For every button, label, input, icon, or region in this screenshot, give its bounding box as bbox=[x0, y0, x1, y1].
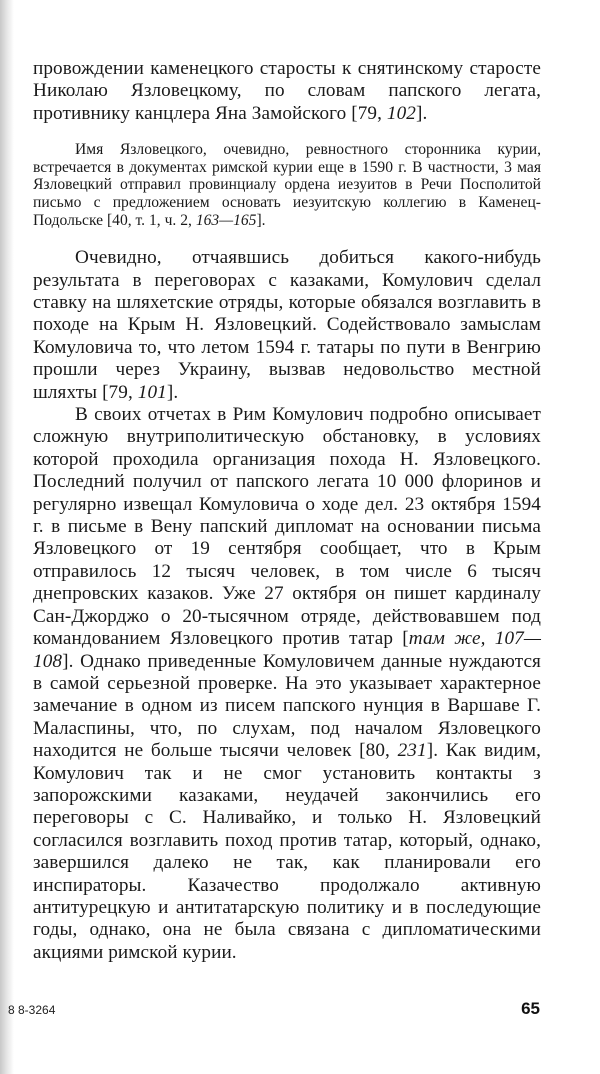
page-edge-shadow bbox=[0, 0, 14, 1074]
note-text: ]. bbox=[256, 211, 266, 229]
citation-page: 102 bbox=[386, 102, 416, 124]
paragraph-text: Очевидно, отчаявшись добиться какого-нибудь результата в переговорах с казаками, Комулович сделал ставку на шляхетские отряды, которые обязался возглавить в походе на Крым Н. Язловецкий. Содействовало замыслам Комуловича то, что летом 1594 г. татары по пути в Венгрию прошли через Украину, вызвав недовольство местной шляхты [79, bbox=[33, 247, 541, 403]
paragraph-text: ]. bbox=[166, 381, 179, 403]
paragraph-continuation bbox=[33, 58, 541, 125]
paragraph-2 bbox=[33, 404, 541, 964]
printer-signature: 8 8-3264 bbox=[8, 1003, 56, 1017]
paragraph-text: провождении каменецкого старосты к снятинскому старосте Николаю Язловецкому, по словам папского легата, противнику канцлера Яна Замойского [79, bbox=[33, 58, 541, 124]
citation-page: 101 bbox=[137, 381, 167, 403]
note-text: Имя Язловецкого, очевидно, ревностного сторонника курии, встречается в документах римской курии еще в 1590 г. В частности, 3 мая Язловецкий отправил провинциалу ордена иезуитов в Речи Посполитой письмо с предложением основать иезуитскую коллегию в Каменец-Подольске [40, т. 1, ч. 2, bbox=[33, 141, 541, 229]
paragraph-1 bbox=[33, 247, 541, 404]
page-footer bbox=[8, 999, 540, 1023]
paragraph-text: ]. Однако приведенные Комуловичем данные нуждаются в самой серьезной проверке. На это указывает характерное замечание в одном из писем папского нунция в Варшаве Г. Маласпины, что, по слухам, под началом Язловецкого находится не больше тысячи человек [80, bbox=[33, 650, 541, 762]
page-body bbox=[33, 58, 541, 964]
citation-page: 231 bbox=[397, 740, 427, 762]
paragraph-text: ]. Как видим, Комулович так и не смог установить контакты з запорожскими казаками, неудачей закончились его переговоры с С. Наливайко, и только Н. Язловецкий согласился возглавить поход против татар, который, однако, завершился далеко не так, как планировали его инспираторы. Казачество продолжало активную антитурецкую и антитатарскую политику и в последующие годы, однако, она не была связана с дипломатическими акциями римской курии. bbox=[33, 740, 541, 963]
paragraph-text: В своих отчетах в Рим Комулович подробно описывает сложную внутриполитическую обстановку, в условиях которой проходила организация похода Н. Язловецкого. Последний получил от папского легата 10 000 флоринов и регулярно извещал Комуловича о ходе дел. 23 октября 1594 г. в письме в Вену папский дипломат на основании письма Язловецкого от 19 сентября сообщает, что в Крым отправилось 12 тысяч человек, в том числе 6 тысяч днепровских казаков. Уже 27 октября он пишет кардиналу Сан-Джорджо о 20-тысячном отряде, действовавшем под командованием Язловецкого против татар [ bbox=[33, 404, 541, 650]
paragraph-gap bbox=[33, 229, 541, 247]
paragraph-text: ]. bbox=[416, 102, 428, 124]
citation-page: 163—165 bbox=[195, 211, 257, 229]
page-number: 65 bbox=[521, 999, 540, 1018]
citation-reference: там же, 107—108 bbox=[33, 628, 541, 672]
footnote-paragraph bbox=[33, 141, 541, 229]
